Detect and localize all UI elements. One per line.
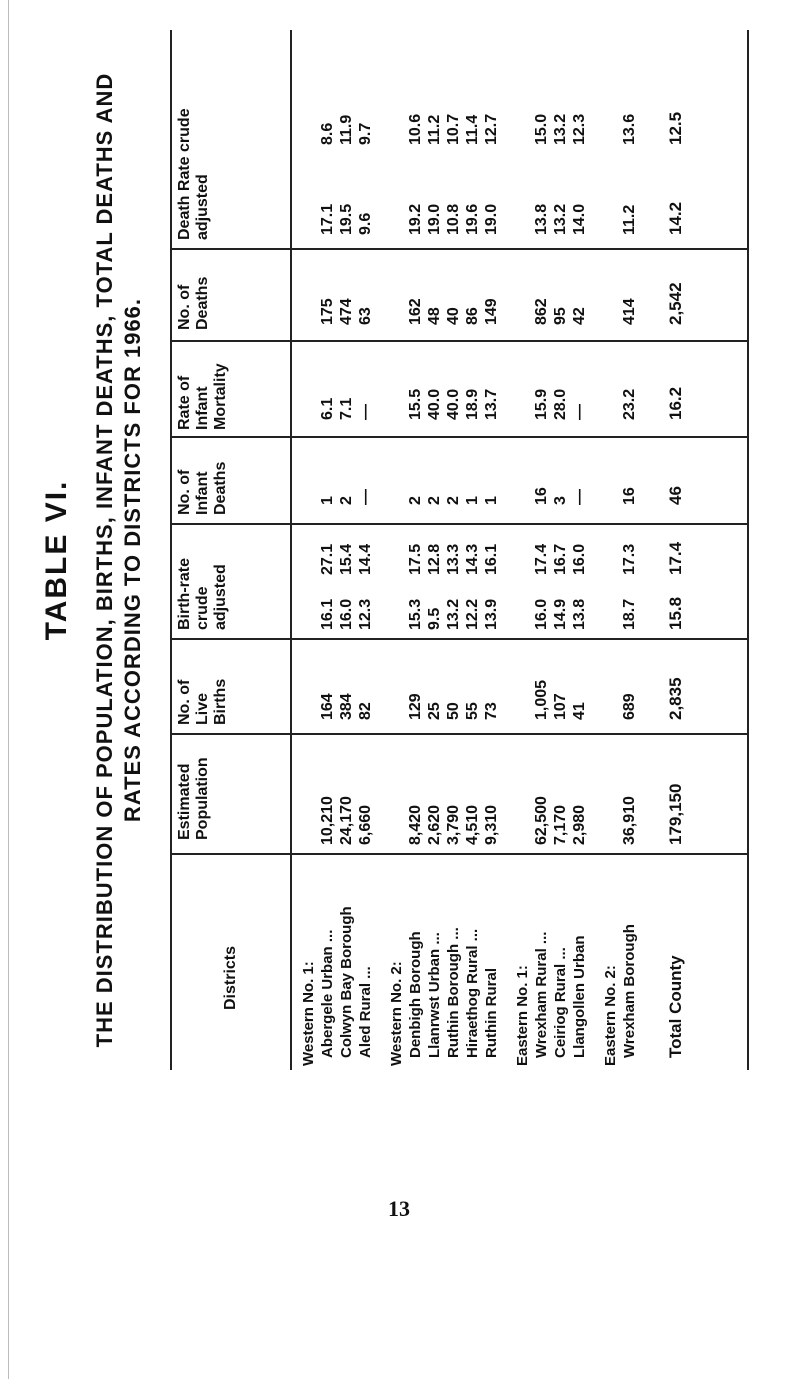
table-cell-deaths: 474: [338, 298, 355, 325]
table-cell-death-crude: 19.0: [483, 203, 500, 235]
table-cell-imr: 15.5: [407, 388, 424, 420]
table-subtitle-line-1: THE DISTRIBUTION OF POPULATION, BIRTHS, INFANT DEATHS, TOTAL DEATHS AND: [92, 72, 117, 1048]
table-cell-birth-adj: 27.1: [319, 543, 336, 575]
district-name: Denbigh Borough: [407, 931, 424, 1058]
table-cell-births: 1,005: [533, 679, 550, 720]
table-cell-population: 7,170: [552, 804, 569, 845]
district-name: Abergele Urban ...: [319, 929, 336, 1058]
table-cell-births: 689: [621, 693, 638, 720]
table-cell-imr: 40.0: [426, 388, 443, 420]
table-cell-infant-deaths: 3: [552, 496, 569, 505]
table-cell-deaths: 162: [407, 298, 424, 325]
table-cell-birth-adj: 16.1: [483, 543, 500, 575]
table-cell-death-adj: 9.7: [357, 122, 374, 145]
table-cell-birth-crude: 13.8: [571, 598, 588, 630]
table-cell-births: 82: [357, 702, 374, 720]
header-infant-deaths: No. of Infant Deaths: [176, 461, 229, 515]
table-cell-imr: 18.9: [464, 388, 481, 420]
table-cell-infant-deaths: 16: [621, 487, 638, 505]
table-cell-infant-deaths: —: [571, 489, 588, 505]
district-name: Colwyn Bay Borough: [338, 906, 355, 1058]
table-cell-birth-adj: 14.3: [464, 543, 481, 575]
table-cell-birth-adj: 12.8: [426, 543, 443, 575]
table-cell-birth-crude: 14.9: [552, 598, 569, 630]
district-name: Ruthin Rural: [483, 968, 500, 1058]
district-name: Wrexham Borough: [621, 924, 638, 1058]
table-cell-population: 8,420: [407, 804, 424, 845]
rotated-table-page: [40, 10, 760, 1110]
table-cell-population: 10,210: [319, 796, 336, 845]
header-districts: Districts: [222, 945, 239, 1010]
header-death-rate: Death Rate crude adjusted: [176, 108, 211, 240]
table-cell-death-crude: 10.8: [445, 203, 462, 235]
header-separator: [290, 30, 292, 1070]
table-cell-death-adj: 13.6: [621, 113, 638, 145]
table-cell-death-adj: 12.7: [483, 113, 500, 145]
table-cell-population: 2,620: [426, 804, 443, 845]
table-cell-deaths: 95: [552, 307, 569, 325]
table-cell-deaths: 86: [464, 307, 481, 325]
table-cell-population: 4,510: [464, 804, 481, 845]
header-live-births: No. of Live Births: [176, 678, 229, 725]
table-cell-death-adj: 11.2: [426, 114, 443, 145]
table-cell-death-crude: 19.2: [407, 203, 424, 235]
table-cell-birth-crude: 12.3: [357, 598, 374, 630]
table-cell-birth-crude: 15.3: [407, 598, 424, 630]
table-cell-birth-crude: 18.7: [621, 598, 638, 630]
table-cell-birth-adj: 13.3: [445, 543, 462, 575]
table-cell-population: 3,790: [445, 804, 462, 845]
total-cell-deaths: 2,542: [666, 282, 685, 325]
statistics-table: [170, 30, 749, 1070]
table-cell-death-adj: 15.0: [533, 113, 550, 145]
table-cell-infant-deaths: 2: [445, 496, 462, 505]
table-cell-imr: 13.7: [483, 388, 500, 420]
table-cell-birth-adj: 15.4: [338, 543, 355, 575]
table-cell-births: 107: [552, 693, 569, 720]
table-cell-deaths: 40: [445, 307, 462, 325]
table-cell-deaths: 63: [357, 307, 374, 325]
table-cell-imr: 23.2: [621, 388, 638, 420]
table-cell-death-adj: 10.7: [445, 113, 462, 145]
table-cell-birth-crude: 13.9: [483, 598, 500, 630]
header-birth-rate: Birth-rate crude adjusted: [176, 557, 229, 630]
table-subtitle-line-2: RATES ACCORDING TO DISTRICTS FOR 1966.: [120, 297, 145, 823]
district-name: Llangollen Urban: [571, 935, 588, 1058]
table-cell-death-crude: 19.5: [338, 203, 355, 235]
table-cell-infant-deaths: 2: [338, 496, 355, 505]
table-cell-population: 9,310: [483, 804, 500, 845]
table-cell-population: 2,980: [571, 804, 588, 845]
column-rule: [172, 436, 747, 438]
table-cell-births: 129: [407, 693, 424, 720]
table-cell-births: 50: [445, 702, 462, 720]
table-cell-death-crude: 14.0: [571, 203, 588, 235]
table-cell-infant-deaths: 16: [533, 487, 550, 505]
table-cell-deaths: 175: [319, 298, 336, 325]
table-cell-birth-adj: 16.7: [552, 543, 569, 575]
table-cell-birth-crude: 12.2: [464, 598, 481, 630]
table-cell-death-crude: 17.1: [319, 203, 336, 235]
table-cell-births: 73: [483, 702, 500, 720]
table-cell-death-crude: 19.0: [426, 203, 443, 235]
table-cell-imr: —: [571, 404, 588, 420]
table-cell-imr: 7.1: [338, 397, 355, 420]
group-heading: Western No. 1:: [300, 961, 317, 1066]
table-cell-deaths: 862: [533, 298, 550, 325]
table-cell-imr: 40.0: [445, 388, 462, 420]
total-cell-imr: 16.2: [666, 386, 685, 420]
column-rule: [172, 523, 747, 525]
table-cell-birth-adj: 14.4: [357, 543, 374, 575]
table-cell-death-crude: 9.6: [357, 212, 374, 235]
table-cell-birth-crude: 13.2: [445, 598, 462, 630]
table-cell-birth-adj: 16.0: [571, 543, 588, 575]
table-cell-death-adj: 10.6: [407, 113, 424, 145]
table-cell-deaths: 42: [571, 307, 588, 325]
header-deaths: No. of Deaths: [176, 276, 211, 330]
table-cell-birth-adj: 17.5: [407, 543, 424, 575]
table-cell-death-adj: 8.6: [319, 122, 336, 145]
table-cell-population: 24,170: [338, 796, 355, 845]
table-cell-population: 36,910: [621, 796, 638, 845]
table-cell-death-adj: 13.2: [552, 113, 569, 145]
table-cell-birth-adj: 17.4: [533, 543, 550, 575]
table-cell-death-adj: 11.9: [338, 114, 355, 145]
district-name: Ruthin Borough ...: [445, 927, 462, 1058]
header-infant-mortality: Rate of Infant Mortality: [176, 363, 229, 430]
group-heading: Western No. 2:: [388, 961, 405, 1066]
total-cell-birth-adj: 17.4: [666, 541, 685, 575]
table-cell-population: 6,660: [357, 804, 374, 845]
table-cell-infant-deaths: 1: [483, 496, 500, 505]
table-cell-births: 41: [571, 702, 588, 720]
page-number: 13: [388, 1196, 410, 1221]
total-cell-population: 179,150: [666, 783, 685, 845]
table-cell-death-crude: 11.2: [621, 204, 638, 235]
table-cell-birth-crude: 16.0: [338, 598, 355, 630]
table-cell-death-adj: 12.3: [571, 113, 588, 145]
column-rule: [172, 733, 747, 735]
table-cell-infant-deaths: —: [357, 489, 374, 505]
table-cell-imr: 6.1: [319, 397, 336, 420]
total-cell-death-crude: 14.2: [666, 201, 685, 235]
table-cell-death-crude: 19.6: [464, 203, 481, 235]
table-cell-population: 62,500: [533, 796, 550, 845]
table-title: TABLE VI.: [40, 479, 73, 641]
table-cell-infant-deaths: 2: [426, 496, 443, 505]
table-cell-birth-adj: 17.3: [621, 543, 638, 575]
table-cell-death-crude: 13.2: [552, 203, 569, 235]
table-cell-birth-crude: 9.5: [426, 607, 443, 630]
district-name: Ceiriog Rural ...: [552, 947, 569, 1058]
table-cell-infant-deaths: 1: [464, 496, 481, 505]
total-cell-birth-crude: 15.8: [666, 596, 685, 630]
table-cell-imr: 15.9: [533, 388, 550, 420]
column-rule: [172, 853, 747, 855]
total-cell-births: 2,835: [666, 677, 685, 720]
column-rule: [172, 638, 747, 640]
total-cell-infant-deaths: 46: [666, 486, 685, 505]
table-cell-death-adj: 11.4: [464, 114, 481, 145]
district-name: Hiraethog Rural ...: [464, 928, 481, 1058]
page-edge-rule: [8, 0, 9, 1379]
group-heading: Eastern No. 1:: [514, 965, 531, 1066]
table-cell-death-crude: 13.8: [533, 203, 550, 235]
table-cell-infant-deaths: 1: [319, 496, 336, 505]
table-cell-births: 164: [319, 693, 336, 720]
table-cell-deaths: 48: [426, 307, 443, 325]
total-cell-death-adj: 12.5: [666, 111, 685, 145]
table-cell-imr: 28.0: [552, 388, 569, 420]
district-name: Wrexham Rural ...: [533, 931, 550, 1058]
group-heading: Eastern No. 2:: [602, 965, 619, 1066]
table-cell-infant-deaths: 2: [407, 496, 424, 505]
table-cell-births: 384: [338, 693, 355, 720]
table-cell-birth-crude: 16.0: [533, 598, 550, 630]
table-cell-deaths: 414: [621, 298, 638, 325]
table-cell-deaths: 149: [483, 298, 500, 325]
district-name: Aled Rural ...: [357, 966, 374, 1058]
table-cell-imr: —: [357, 404, 374, 420]
header-estimated-population: Estimated Population: [176, 757, 211, 840]
table-cell-births: 55: [464, 702, 481, 720]
total-county-label: Total County: [666, 955, 685, 1058]
district-name: Llanrwst Urban ...: [426, 932, 443, 1058]
table-cell-births: 25: [426, 702, 443, 720]
column-rule: [172, 340, 747, 342]
column-rule: [172, 248, 747, 250]
table-cell-birth-crude: 16.1: [319, 598, 336, 630]
